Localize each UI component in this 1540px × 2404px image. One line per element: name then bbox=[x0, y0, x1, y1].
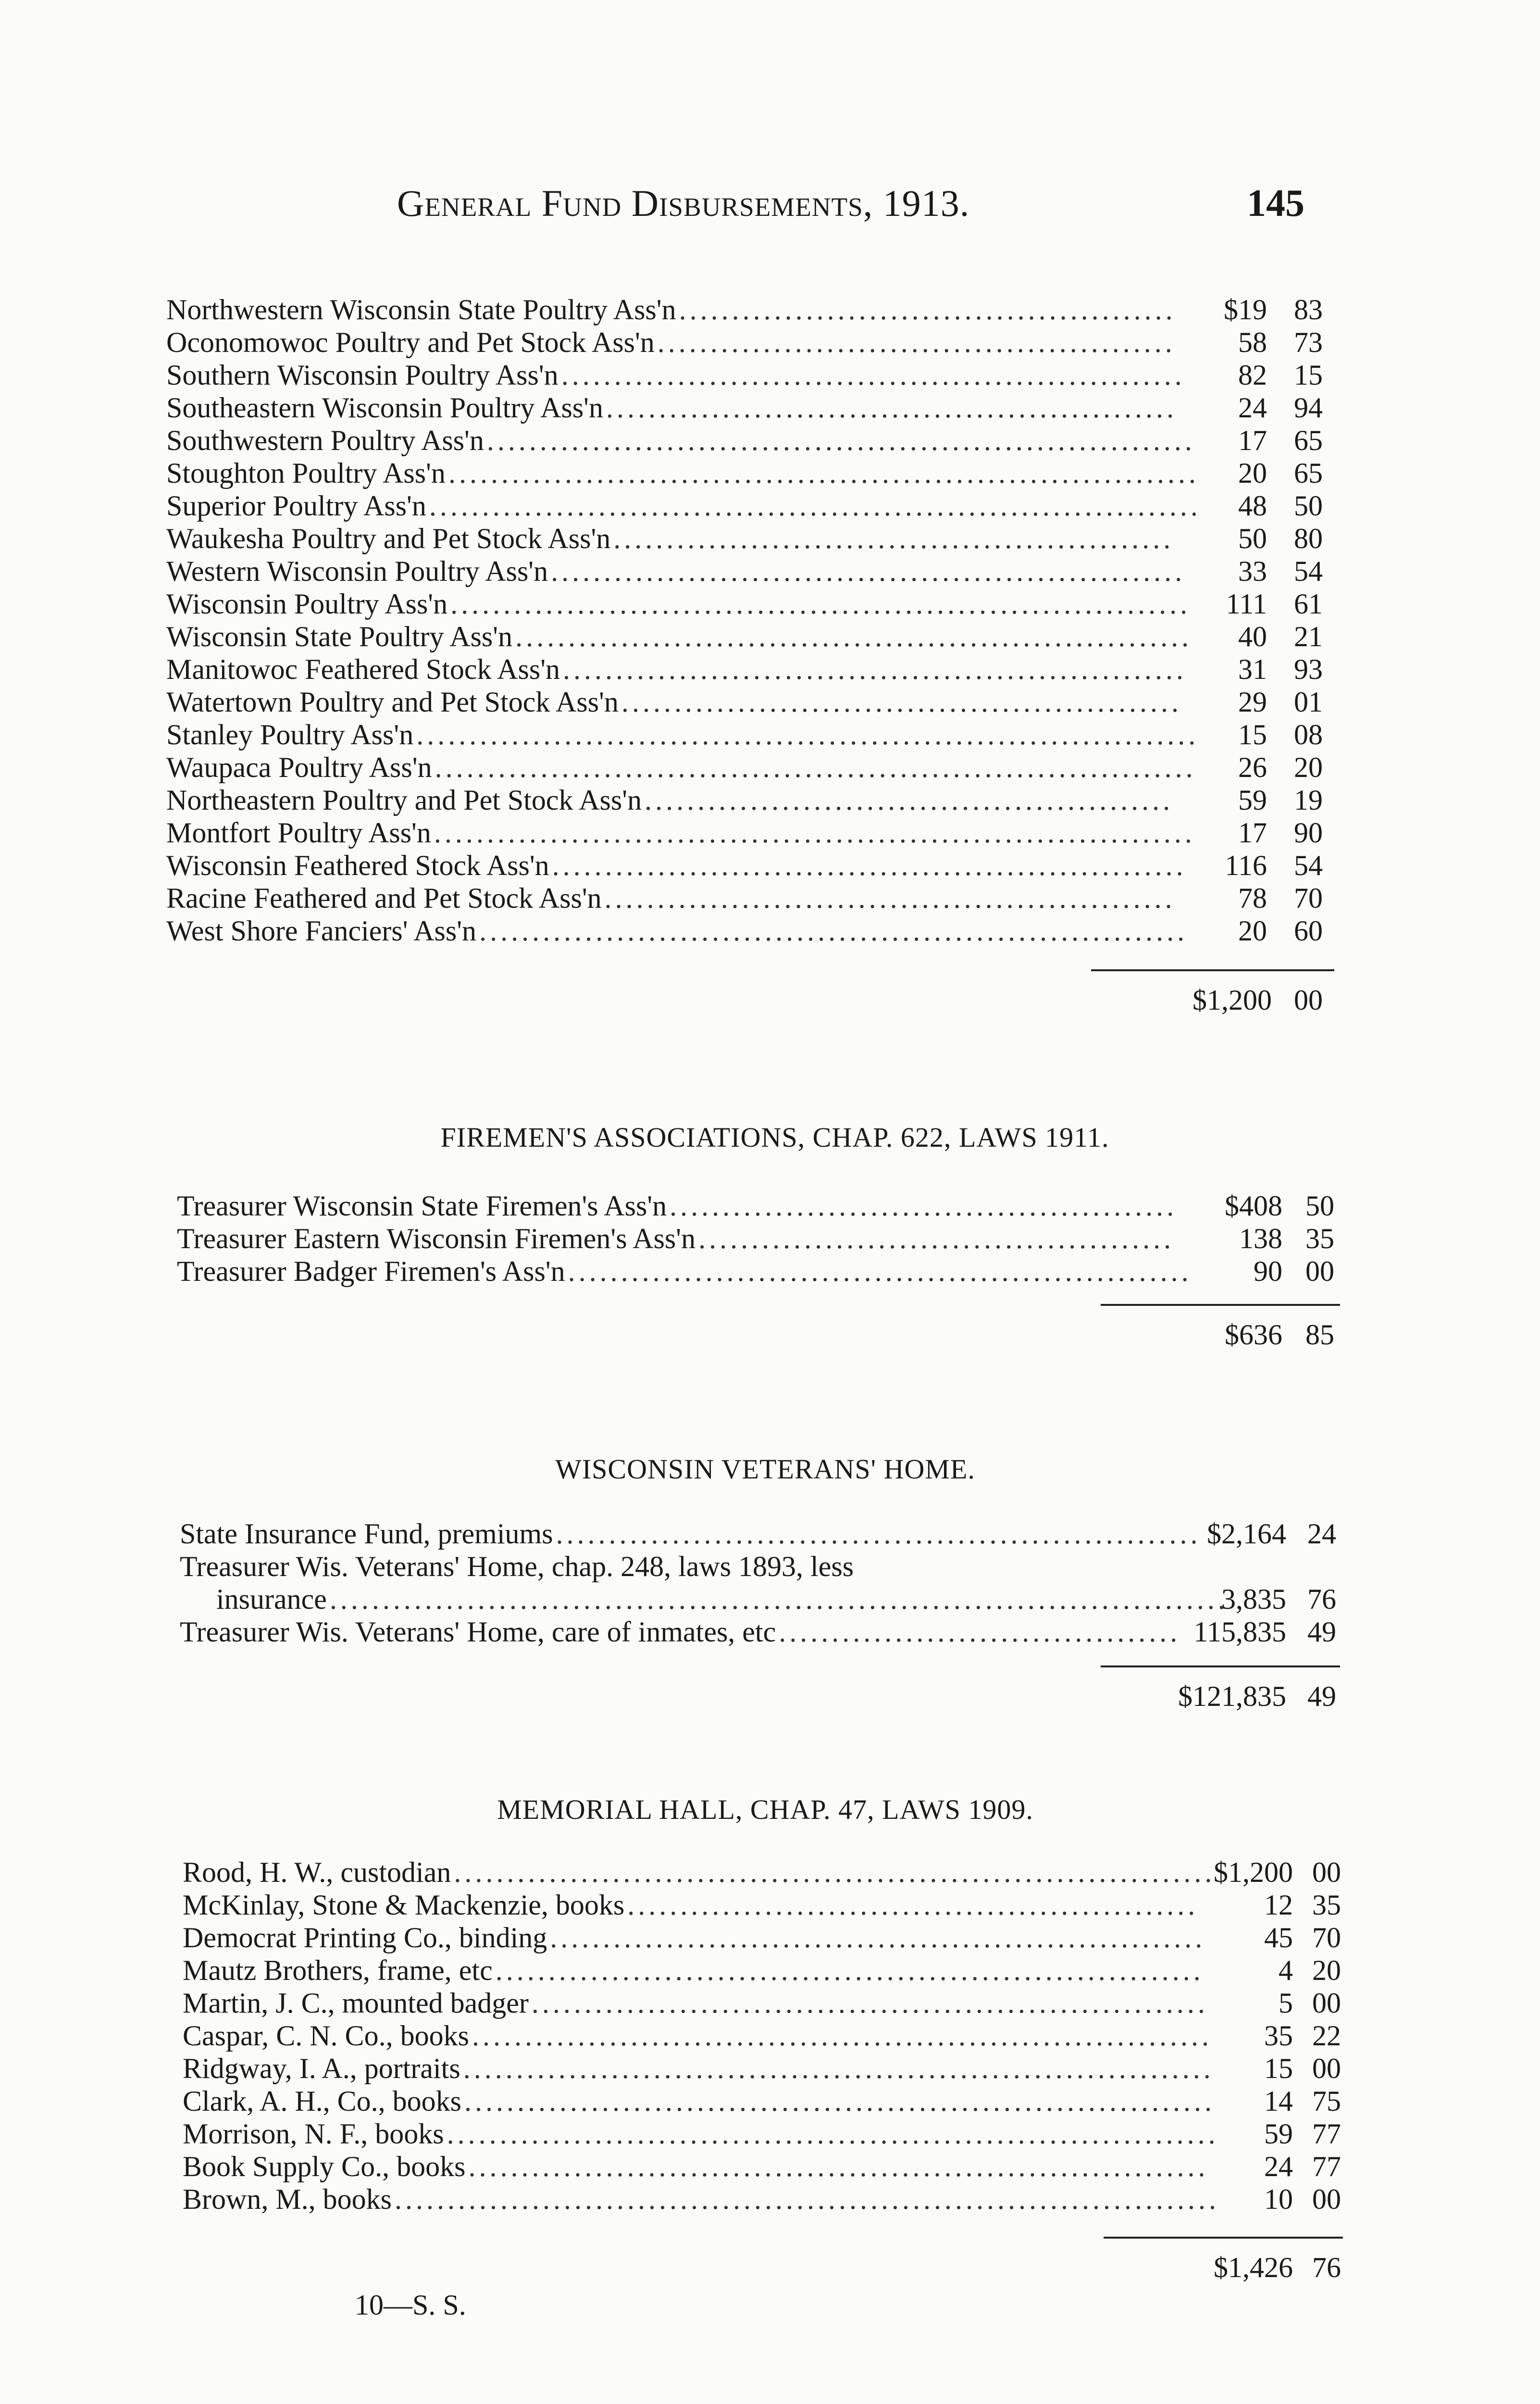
poultry-row-name: Northwestern Wisconsin State Poultry Ass'n bbox=[166, 294, 676, 326]
dot-leader: ...................................................................... bbox=[450, 588, 1191, 620]
dot-leader: ................................................. bbox=[657, 326, 1176, 358]
poultry-row-name: Racine Feathered and Pet Stock Ass'n bbox=[166, 882, 602, 914]
memorial-row-cents: 00 bbox=[1312, 2183, 1341, 2215]
memorial-row-dollars: 15 bbox=[1264, 2053, 1293, 2084]
poultry-row-dollars: 20 bbox=[1238, 457, 1267, 489]
memorial-row-name: McKinlay, Stone & Mackenzie, books bbox=[183, 1889, 625, 1921]
veterans-row-name: insurance bbox=[216, 1583, 327, 1615]
poultry-row-name: Montfort Poultry Ass'n bbox=[166, 817, 431, 849]
dot-leader: ......................................................................... bbox=[447, 2118, 1219, 2150]
memorial-total-cents: 76 bbox=[1312, 2252, 1341, 2283]
memorial-row-dollars: 59 bbox=[1264, 2118, 1293, 2150]
memorial-row-cents: 77 bbox=[1312, 2151, 1341, 2182]
firemen-total bbox=[1101, 1318, 1340, 1351]
veterans-row-cents: 76 bbox=[1307, 1583, 1336, 1615]
poultry-row-cents: 21 bbox=[1294, 621, 1323, 652]
poultry-row-cents: 54 bbox=[1294, 555, 1323, 587]
poultry-row-cents: 70 bbox=[1294, 882, 1323, 914]
memorial-row-cents: 00 bbox=[1312, 1987, 1341, 2019]
veterans-row-name: State Insurance Fund, premiums bbox=[180, 1518, 553, 1550]
memorial-row-name: Rood, H. W., custodian bbox=[183, 1856, 451, 1888]
firemen-row-dollars: $408 bbox=[1225, 1190, 1282, 1222]
poultry-row-cents: 80 bbox=[1294, 523, 1323, 554]
memorial-total bbox=[1104, 2251, 1343, 2284]
signature-mark: 10—S. S. bbox=[355, 2289, 466, 2321]
dot-leader: ........................................................................ bbox=[435, 751, 1196, 783]
poultry-row-name: Wisconsin State Poultry Ass'n bbox=[166, 621, 513, 652]
poultry-row-name: Stoughton Poultry Ass'n bbox=[166, 457, 446, 489]
poultry-row-dollars: 33 bbox=[1238, 555, 1267, 587]
poultry-row-dollars: 24 bbox=[1238, 392, 1267, 424]
firemen-row-name: Treasurer Wisconsin State Firemen's Ass'n bbox=[177, 1190, 667, 1222]
memorial-row-name: Caspar, C. N. Co., books bbox=[183, 2020, 469, 2052]
dot-leader: ................................................................ bbox=[531, 1987, 1208, 2019]
poultry-row-name: Southeastern Wisconsin Poultry Ass'n bbox=[166, 392, 603, 424]
dot-leader: ............................................. bbox=[698, 1223, 1175, 1254]
memorial-row-cents: 35 bbox=[1312, 1889, 1341, 1921]
memorial-row-dollars: 14 bbox=[1264, 2085, 1293, 2117]
memorial-row-name: Martin, J. C., mounted badger bbox=[183, 1987, 529, 2019]
veterans-row-dollars: $2,164 bbox=[1207, 1518, 1286, 1550]
poultry-row-cents: 61 bbox=[1294, 588, 1323, 620]
firemen-total-dollars: $636 bbox=[1225, 1319, 1282, 1351]
veterans-section-title: WISCONSIN VETERANS' HOME. bbox=[555, 1453, 975, 1485]
poultry-total-rule bbox=[1091, 969, 1334, 971]
poultry-row-cents: 50 bbox=[1294, 490, 1323, 522]
dot-leader: ........................................................................ bbox=[434, 817, 1195, 849]
memorial-total-rule bbox=[1104, 2237, 1343, 2239]
memorial-row-cents: 20 bbox=[1312, 1954, 1341, 1986]
memorial-row-name: Mautz Brothers, frame, etc bbox=[183, 1954, 493, 1986]
memorial-row-name: Brown, M., books bbox=[183, 2183, 392, 2215]
dot-leader: ................................................ bbox=[670, 1190, 1178, 1222]
poultry-row-dollars: 111 bbox=[1226, 588, 1267, 620]
firemen-total-cents: 85 bbox=[1305, 1319, 1334, 1351]
poultry-row-dollars: 29 bbox=[1238, 686, 1267, 718]
memorial-section-title: MEMORIAL HALL, CHAP. 47, LAWS 1909. bbox=[497, 1794, 1033, 1825]
poultry-row-cents: 83 bbox=[1294, 294, 1323, 326]
poultry-row-dollars: 40 bbox=[1238, 621, 1267, 652]
poultry-row-cents: 93 bbox=[1294, 653, 1323, 685]
poultry-row-name: Oconomowoc Poultry and Pet Stock Ass'n bbox=[166, 326, 655, 358]
poultry-row-cents: 54 bbox=[1294, 850, 1323, 881]
veterans-total-rule bbox=[1101, 1665, 1340, 1667]
dot-leader: .................................................. bbox=[645, 784, 1174, 816]
veterans-total-cents: 49 bbox=[1307, 1680, 1336, 1712]
dot-leader: .............................................................................. bbox=[395, 2183, 1220, 2215]
dot-leader: ...................................................... bbox=[627, 1889, 1199, 1921]
poultry-row-name: Manitowoc Feathered Stock Ass'n bbox=[166, 653, 560, 685]
memorial-row-dollars: 24 bbox=[1264, 2151, 1293, 2182]
memorial-row-dollars: 45 bbox=[1264, 1922, 1293, 1953]
veterans-row-name: Treasurer Wis. Veterans' Home, care of inmates, etc bbox=[180, 1616, 776, 1648]
poultry-row-dollars: 48 bbox=[1238, 490, 1267, 522]
poultry-row-cents: 08 bbox=[1294, 719, 1323, 751]
dot-leader: ........................................................... bbox=[561, 359, 1185, 391]
poultry-row-name: Northeastern Poultry and Pet Stock Ass'n bbox=[166, 784, 642, 816]
dot-leader: ............................................................. bbox=[556, 1518, 1201, 1550]
memorial-row-name: Morrison, N. F., books bbox=[183, 2118, 444, 2150]
poultry-row-name: Waupaca Poultry Ass'n bbox=[166, 751, 432, 783]
poultry-row-name: West Shore Fanciers' Ass'n bbox=[166, 915, 477, 947]
poultry-row-cents: 19 bbox=[1294, 784, 1323, 816]
dot-leader: ............................................................ bbox=[552, 850, 1187, 881]
poultry-total-cents: 00 bbox=[1294, 984, 1323, 1016]
veterans-row-cents: 49 bbox=[1307, 1616, 1336, 1648]
dot-leader: ...................................................................... bbox=[472, 2020, 1212, 2052]
dot-leader: .............................................................. bbox=[550, 1922, 1206, 1953]
poultry-row-dollars: 15 bbox=[1238, 719, 1267, 751]
memorial-row-name: Democrat Printing Co., binding bbox=[183, 1922, 547, 1953]
dot-leader: ...................................................................... bbox=[468, 2151, 1209, 2182]
firemen-row-name: Treasurer Badger Firemen's Ass'n bbox=[177, 1255, 565, 1287]
poultry-total bbox=[1091, 984, 1334, 1016]
poultry-row-dollars: 59 bbox=[1238, 784, 1267, 816]
page-header bbox=[0, 182, 1530, 235]
veterans-row-dollars: 115,835 bbox=[1193, 1616, 1286, 1648]
poultry-row-dollars: 82 bbox=[1238, 359, 1267, 391]
memorial-row-name: Book Supply Co., books bbox=[183, 2151, 466, 2182]
dot-leader: ...................................... bbox=[779, 1616, 1181, 1648]
poultry-row-dollars: $19 bbox=[1224, 294, 1267, 326]
dot-leader: ....................................................................... bbox=[448, 457, 1199, 489]
memorial-row-cents: 70 bbox=[1312, 1922, 1341, 1953]
poultry-row-name: Western Wisconsin Poultry Ass'n bbox=[166, 555, 548, 587]
poultry-row-cents: 60 bbox=[1294, 915, 1323, 947]
poultry-row-name: Waukesha Poultry and Pet Stock Ass'n bbox=[166, 523, 611, 554]
poultry-row-dollars: 31 bbox=[1238, 653, 1267, 685]
dot-leader: ..................................................... bbox=[621, 686, 1182, 718]
poultry-row-cents: 01 bbox=[1294, 686, 1323, 718]
poultry-row-cents: 94 bbox=[1294, 392, 1323, 424]
poultry-row-cents: 15 bbox=[1294, 359, 1323, 391]
poultry-row-cents: 73 bbox=[1294, 326, 1323, 358]
poultry-row-name: Wisconsin Feathered Stock Ass'n bbox=[166, 850, 549, 881]
poultry-row-cents: 65 bbox=[1294, 457, 1323, 489]
poultry-row-dollars: 20 bbox=[1238, 915, 1267, 947]
veterans-row-name: Treasurer Wis. Veterans' Home, chap. 248, laws 1893, less bbox=[180, 1551, 854, 1582]
poultry-row-cents: 20 bbox=[1294, 751, 1323, 783]
dot-leader: ................................................................... bbox=[479, 915, 1188, 947]
poultry-row-dollars: 17 bbox=[1238, 425, 1267, 456]
memorial-row-cents: 00 bbox=[1312, 1856, 1341, 1888]
memorial-row-dollars: 12 bbox=[1264, 1889, 1293, 1921]
firemen-row-cents: 50 bbox=[1305, 1190, 1334, 1222]
dot-leader: ...................................................... bbox=[606, 392, 1177, 424]
dot-leader: ...................................................... bbox=[604, 882, 1176, 914]
veterans-total-dollars: $121,835 bbox=[1178, 1680, 1286, 1712]
veterans-total bbox=[1101, 1680, 1340, 1713]
dot-leader: ........................................................... bbox=[563, 653, 1187, 685]
poultry-row-cents: 65 bbox=[1294, 425, 1323, 456]
poultry-row-dollars: 50 bbox=[1238, 523, 1267, 554]
poultry-row-dollars: 17 bbox=[1238, 817, 1267, 849]
poultry-row-name: Superior Poultry Ass'n bbox=[166, 490, 426, 522]
poultry-row-dollars: 26 bbox=[1238, 751, 1267, 783]
dot-leader: ........................................................... bbox=[568, 1255, 1192, 1287]
veterans-row-cents: 24 bbox=[1307, 1518, 1336, 1550]
dot-leader: ........................................................................ bbox=[454, 1856, 1216, 1888]
poultry-row-dollars: 116 bbox=[1225, 850, 1267, 881]
poultry-row-dollars: 58 bbox=[1238, 326, 1267, 358]
page-number: 145 bbox=[1247, 182, 1304, 225]
poultry-row-name: Wisconsin Poultry Ass'n bbox=[166, 588, 448, 620]
poultry-total-dollars: $1,200 bbox=[1192, 984, 1272, 1016]
memorial-row-cents: 75 bbox=[1312, 2085, 1341, 2117]
dot-leader: ..................................................................................... bbox=[329, 1583, 1229, 1615]
running-title: General Fund Disbursements, 1913. bbox=[397, 182, 970, 224]
memorial-row-cents: 22 bbox=[1312, 2020, 1341, 2052]
poultry-row-name: Southern Wisconsin Poultry Ass'n bbox=[166, 359, 559, 391]
veterans-row-dollars: 3,835 bbox=[1221, 1583, 1286, 1615]
memorial-row-cents: 00 bbox=[1312, 2053, 1341, 2084]
dot-leader: ....................................................................... bbox=[463, 2053, 1214, 2084]
dot-leader: .......................................................................... bbox=[416, 719, 1199, 751]
dot-leader: ............................................................ bbox=[551, 555, 1186, 587]
memorial-row-cents: 77 bbox=[1312, 2118, 1341, 2150]
memorial-total-dollars: $1,426 bbox=[1214, 2252, 1293, 2283]
memorial-row-dollars: 4 bbox=[1279, 1954, 1293, 1986]
dot-leader: ................................................................... bbox=[486, 425, 1195, 456]
dot-leader: ................................................................... bbox=[495, 1954, 1204, 1986]
firemen-row-name: Treasurer Eastern Wisconsin Firemen's Ass'n bbox=[177, 1223, 696, 1254]
memorial-row-dollars: 5 bbox=[1279, 1987, 1293, 2019]
memorial-row-name: Clark, A. H., Co., books bbox=[183, 2085, 462, 2117]
dot-leader: ....................................................................... bbox=[464, 2085, 1216, 2117]
firemen-row-cents: 00 bbox=[1305, 1255, 1334, 1287]
dot-leader: ......................................................................... bbox=[429, 490, 1201, 522]
firemen-row-cents: 35 bbox=[1305, 1223, 1334, 1254]
poultry-row-cents: 90 bbox=[1294, 817, 1323, 849]
firemen-row-dollars: 138 bbox=[1239, 1223, 1282, 1254]
memorial-row-name: Ridgway, I. A., portraits bbox=[183, 2053, 460, 2084]
poultry-row-name: Watertown Poultry and Pet Stock Ass'n bbox=[166, 686, 619, 718]
memorial-row-dollars: $1,200 bbox=[1214, 1856, 1293, 1888]
poultry-row-name: Southwestern Poultry Ass'n bbox=[166, 425, 484, 456]
firemen-row-dollars: 90 bbox=[1254, 1255, 1282, 1287]
poultry-row-name: Stanley Poultry Ass'n bbox=[166, 719, 414, 751]
dot-leader: ................................................................ bbox=[515, 621, 1192, 652]
poultry-row-dollars: 78 bbox=[1238, 882, 1267, 914]
dot-leader: ............................................... bbox=[679, 294, 1176, 326]
dot-leader: ..................................................... bbox=[613, 523, 1174, 554]
memorial-row-dollars: 35 bbox=[1264, 2020, 1293, 2052]
firemen-total-rule bbox=[1101, 1304, 1340, 1306]
memorial-row-dollars: 10 bbox=[1264, 2183, 1293, 2215]
firemen-section-title: FIREMEN'S ASSOCIATIONS, CHAP. 622, LAWS 1911. bbox=[440, 1122, 1109, 1153]
